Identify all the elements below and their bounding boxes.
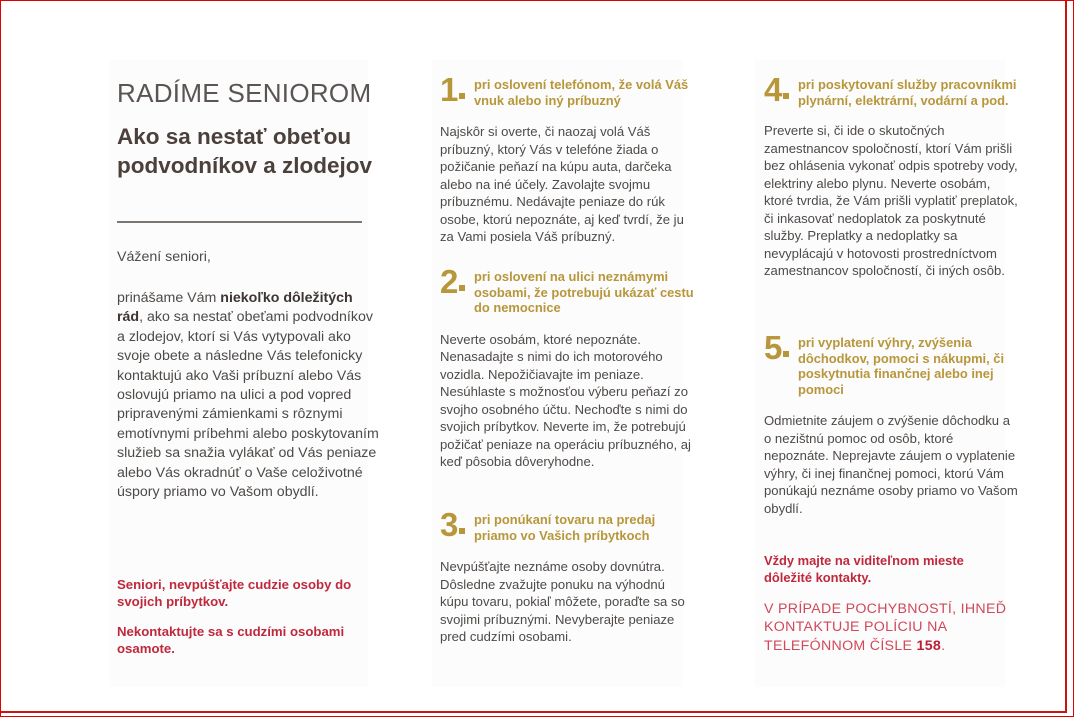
tip-title: pri oslovení na ulici neznámymi osobami, že potrebujú ukázať cestu do nemocnice <box>474 269 694 315</box>
tip-body: Preverte si, či ide o skutočných zamestnancov spoločností, ktorí Vám prišli bez ohlásenia vykonať odpis spotreby vody, elektriny alebo plynu. Neverte osobám, ktoré tvrdia, že Vám prišli vyplatiť preplatok, či inkasovať nedoplatok za poskytnuté služby. Preplatky a nedoplatky sa nevyplácajú v hotovosti prostredníctvom zamestnancov spoločností, či iných osôb. <box>764 123 1018 278</box>
tip-header <box>440 71 696 108</box>
tip-header <box>440 263 696 316</box>
police-number: 158 <box>916 637 942 654</box>
tip-body: Nevpúšťajte neznáme osoby dovnútra. Dôsledne zvažujte ponuku na výhodnú kúpu tovaru, pokiaľ môžete, poraďte sa so svojimi príbuznými. Nevyberajte peniaze pred cudzími osobami. <box>440 559 685 644</box>
tip-number-text: 4 <box>764 71 783 108</box>
intro-paragraph <box>117 289 379 502</box>
kicker-heading: RADÍME SENIOROM <box>117 78 372 108</box>
bullet-square-icon <box>783 351 789 357</box>
tip-number <box>440 265 465 298</box>
tip-header <box>764 71 1020 108</box>
tip-section-3 <box>440 506 696 646</box>
tip-section-2 <box>440 263 696 471</box>
police-text: V PRÍPADE POCHYBNOSTÍ, IHNEĎ KONTAKTUJE POLÍCIU NA TELEFÓNNOM ČÍSLE <box>764 601 1007 654</box>
tip-number-text: 2 <box>440 263 459 300</box>
tip-header <box>440 506 696 543</box>
tip-title: pri ponúkaní tovaru na predaj priamo vo Vašich príbytkoch <box>474 512 656 543</box>
page-title: Ako sa nestať obeťou podvodníkov a zlodejov <box>117 124 373 178</box>
bullet-square-icon <box>459 285 465 291</box>
tip-section-4 <box>764 71 1020 280</box>
tip-header <box>764 329 1020 397</box>
tip-number <box>440 508 465 541</box>
tip-section-5 <box>764 329 1020 517</box>
tip-number-text: 5 <box>764 329 783 366</box>
tip-title: pri oslovení telefónom, že volá Váš vnuk alebo iný príbuzný <box>474 77 689 108</box>
tip-section-1 <box>440 71 696 246</box>
tip-title: pri poskytovaní služby pracovníkmi plynární, elektrární, vodární a pod. <box>798 77 1017 108</box>
bullet-square-icon <box>459 93 465 99</box>
police-end: . <box>941 637 946 654</box>
tip-body: Najskôr si overte, či naozaj volá Váš príbuzný, ktorý Vás v telefóne žiada o požičanie peňazí na kúpu auta, darčeka alebo na iné účely. Zavolajte svojmu príbuznému. Nedávajte peniaze do rúk osobe, ktorú nepoznáte, aj keď tvrdí, že ju za Vami posiela Váš príbuzný. <box>440 124 684 244</box>
tip-number-text: 1 <box>440 71 459 108</box>
warning-alone: Nekontaktujte sa s cudzími osobami osamote. <box>117 624 345 656</box>
bullet-square-icon <box>783 93 789 99</box>
tip-body: Neverte osobám, ktoré nepoznáte. Nenasadajte s nimi do ich motorového vozidla. Nepožičiavajte im peniaze. Nesúhlaste s možnosťou výberu peňazí zo svojho osobného účtu. Nechoďte s nimi do svojich príbytkov. Neverte im, že potrebujú požičať peniaze na operáciu príbuzného, aj keď pôsobia dôveryhodne. <box>440 331 691 469</box>
tip-number-text: 3 <box>440 506 459 543</box>
tip-number <box>764 73 789 106</box>
bullet-square-icon <box>459 528 465 534</box>
tip-number <box>764 331 789 364</box>
tip-body: Odmietnite záujem o zvýšenie dôchodku a o nezištnú pomoc od osôb, ktoré nepoznáte. Neprejavte záujem o vyplatenie výhry, či inej finančnej pomoci, ktorú Vám ponúkajú neznáme osoby priamo vo Vašom obydlí. <box>764 413 1018 516</box>
intro-bold-text: niekoľko dôležitých rád <box>117 290 353 326</box>
police-callout <box>764 600 1024 655</box>
contact-note: Vždy majte na viditeľnom mieste dôležité kontakty. <box>764 553 964 585</box>
greeting: Vážení seniori, <box>117 249 211 265</box>
intro-text-end: , ako sa nestať obeťami podvodníkov a zlodejov, ktorí si Vás vytypovali ako svoje obete a následne Vás telefonicky kontaktujú ako Vaši príbuzní alebo Vás oslovujú priamo na ulici a pod vopred pripravenými zámienkami s rôznymi emotívnymi príbehmi alebo poskytovaním služieb sa snažia vylákať od Vás peniaze alebo Vás okradnúť o Vaše celoživotné úspory priamo vo Vašom obydlí. <box>117 309 379 501</box>
tip-title: pri vyplatení výhry, zvýšenia dôchodkov, pomoci s nákupmi, či poskytnutia finančnej alebo inej pomoci <box>798 335 1005 397</box>
title-divider <box>117 221 362 223</box>
warning-no-strangers: Seniori, nevpúšťajte cudzie osoby do svojich príbytkov. <box>117 577 352 609</box>
intro-text-start: prinášame Vám <box>117 290 221 306</box>
tip-number <box>440 73 465 106</box>
